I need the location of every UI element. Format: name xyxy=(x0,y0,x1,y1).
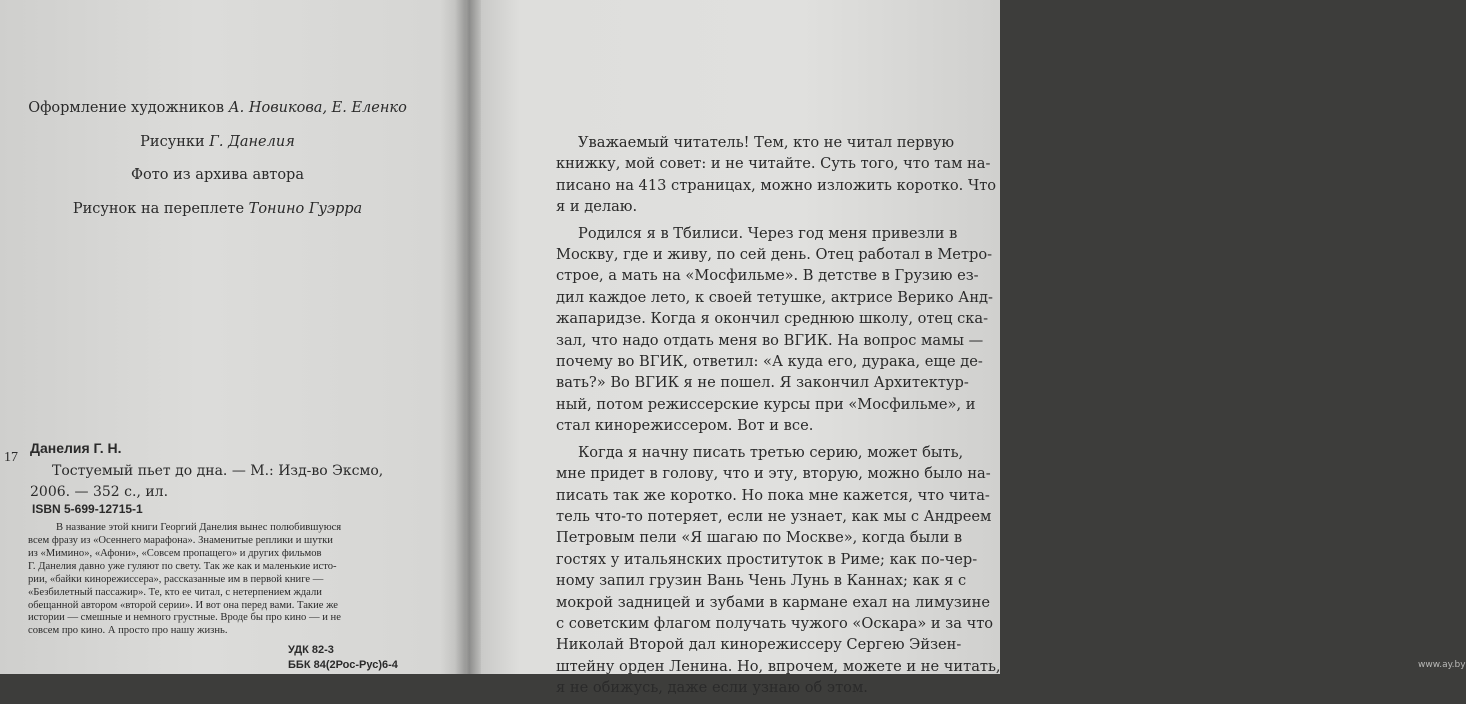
text-line: с советским флагом получать чужого «Оскара» и за что xyxy=(556,614,994,632)
text-line: мокрой задницей и зубами в кармане ехал на лимузине xyxy=(556,593,990,611)
credit-names: Тонино Гуэрра xyxy=(248,201,363,218)
text-line: ному запил грузин Вань Чень Лунь в Каннах; как я с xyxy=(556,572,967,590)
credit-names: Г. Данелия xyxy=(209,133,295,150)
annotation-line: совсем про кино. А просто про нашу жизнь. xyxy=(28,625,228,637)
text-line: я и делаю. xyxy=(556,198,638,216)
text-line: Москву, где и живу, по сей день. Отец работал в Метро- xyxy=(556,246,993,264)
text-line: книжку, мой совет: и не читайте. Суть того, что там на- xyxy=(556,155,991,173)
biblio-line: 2006. — 352 с., ил. xyxy=(30,484,169,500)
paragraph xyxy=(556,223,993,437)
text-line: почему во ВГИК, ответил: «А куда его, дурака, еще де- xyxy=(556,353,983,371)
watermark: www.ay.by xyxy=(1418,660,1466,670)
page-number: 17 xyxy=(4,450,18,465)
text-line: Родился я в Тбилиси. Через год меня привезли в xyxy=(578,224,958,242)
text-line: тель что-то потеряет, если не узнает, как мы с Андреем xyxy=(556,507,992,525)
annotation-line: «Безбилетный пассажир». Те, кто ее читал, с нетерпением ждали xyxy=(28,586,322,598)
credit-line-drawings xyxy=(20,134,415,151)
text-line: Когда я начну писать третью серию, может быть, xyxy=(578,443,964,461)
credit-label: Рисунок на переплете xyxy=(72,201,245,218)
biblio-line: Тостуемый пьет до дна. — М.: Изд-во Эксмо, xyxy=(52,463,384,479)
right-page xyxy=(480,0,1466,697)
annotation-line: из «Мимино», «Афони», «Совсем пропащего» и других фильмов xyxy=(28,547,322,559)
text-line: стал кинорежиссером. Вот и все. xyxy=(556,417,814,435)
credit-line-design xyxy=(20,100,415,117)
text-line: дил каждое лето, к своей тетушке, актрисе Верико Анд- xyxy=(556,288,993,306)
author-name: Данелия Г. Н. xyxy=(30,440,122,456)
text-line: Уважаемый читатель! Тем, кто не читал первую xyxy=(578,134,955,151)
isbn: ISBN 5-699-12715-1 xyxy=(32,502,143,516)
annotation-line: истории — смешные и немного грустные. Вроде бы про кино — и не xyxy=(28,612,341,624)
bibliographic-entry xyxy=(30,461,415,503)
bbk-code: ББК 84(2Рос-Рус)6-4 xyxy=(288,658,398,671)
text-line: гостях у итальянских проституток в Риме; как по-чер- xyxy=(556,550,978,568)
credit-label: Рисунки xyxy=(140,133,205,150)
annotation xyxy=(28,522,420,638)
annotation-line: всем фразу из «Осеннего марафона». Знаменитые реплики и шутки xyxy=(28,534,333,546)
annotation-line: В название этой книги Георгий Данелия вынес полюбившуюся xyxy=(56,522,342,533)
body-text xyxy=(556,132,1001,704)
text-line: писано на 413 страницах, можно изложить коротко. Что xyxy=(556,176,997,194)
udk-code: УДК 82-3 xyxy=(288,644,334,656)
text-line: штейну орден Ленина. Но, впрочем, можете и не читать, xyxy=(556,657,1001,675)
text-line: ный, потом режиссерские курсы при «Мосфильме», и xyxy=(556,395,976,413)
left-page xyxy=(0,0,462,674)
text-line: писать так же коротко. Но пока мне кажется, что чита- xyxy=(556,486,990,504)
paragraph xyxy=(556,442,1001,699)
text-line: вать?» Во ВГИК я не пошел. Я закончил Архитектур- xyxy=(556,374,969,392)
text-line: Петровым пели «Я шагаю по Москве», когда были в xyxy=(556,529,963,547)
credits-block xyxy=(20,100,415,235)
text-line: строе, а мать на «Мосфильме». В детстве в Грузию ез- xyxy=(556,267,979,285)
credit-line-cover xyxy=(20,201,415,218)
paragraph xyxy=(556,132,997,218)
credit-line-photo xyxy=(20,167,415,184)
credit-names: А. Новикова, Е. Еленко xyxy=(228,100,407,116)
annotation-line: обещанной автором «второй серии». И вот она перед вами. Такие же xyxy=(28,599,338,611)
credit-label: Оформление художников xyxy=(28,100,225,116)
text-line: Николай Второй дал кинорежиссеру Сергею Эйзен- xyxy=(556,636,962,654)
credit-label: Фото из архива автора xyxy=(131,167,304,184)
classification-codes xyxy=(288,643,398,673)
text-line: жапаридзе. Когда я окончил среднюю школу, отец ска- xyxy=(556,310,989,328)
annotation-line: рии, «байки кинорежиссера», рассказанные им в первой книге — xyxy=(28,573,324,585)
text-line: я не обижусь, даже если узнаю об этом. xyxy=(556,679,868,697)
text-line: мне придет в голову, что и эту, вторую, можно было на- xyxy=(556,465,991,483)
annotation-line: Г. Данелия давно уже гуляют по свету. Так же как и маленькие исто- xyxy=(28,560,337,572)
text-line: зал, что надо отдать меня во ВГИК. На вопрос мамы — xyxy=(556,331,984,349)
